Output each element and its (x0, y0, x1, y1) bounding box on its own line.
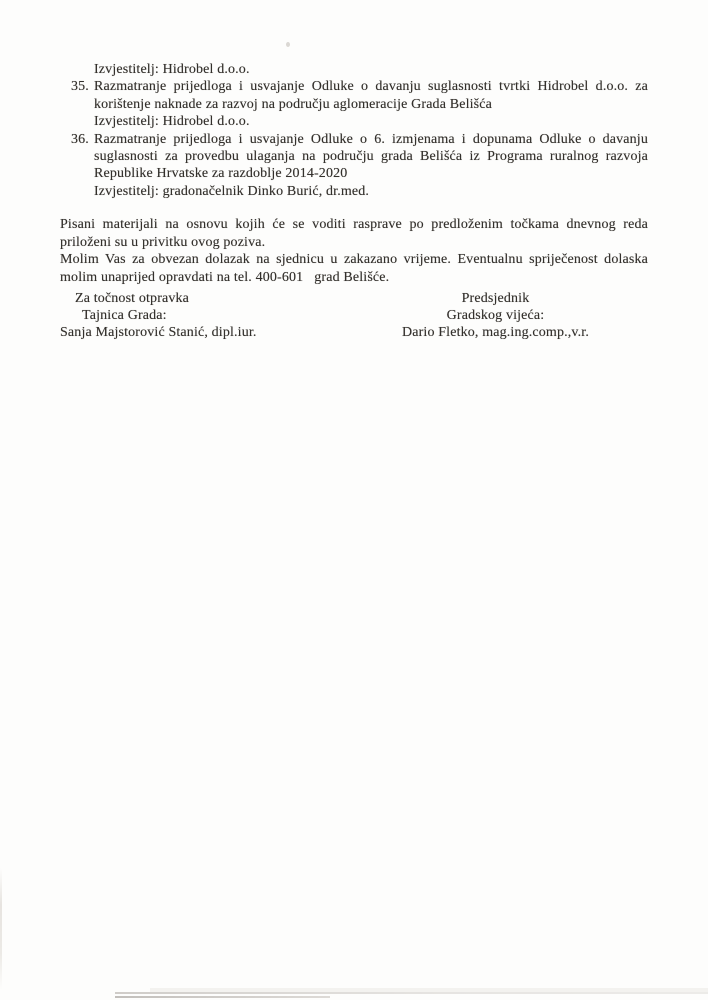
signature-right-name: Dario Fletko, mag.ing.comp.,v.r. (401, 325, 590, 341)
agenda-item-number: 35. (71, 79, 89, 95)
signature-right-role: Predsjednik (461, 291, 530, 306)
signature-right-title: Gradskog vijeća: (446, 308, 545, 324)
attendance-note-paragraph: Molim Vas za obvezan dolazak na sjednicu u zakazano vrijeme. Eventualnu spriječenost dolaska molim unaprijed opravdati na tel. 400-601 grad Belišće. (60, 252, 652, 285)
scan-bottom-line-dark-artifact (115, 996, 330, 998)
agenda-reporter-line: Izvjestitelj: Hidrobel d.o.o. (94, 62, 250, 77)
agenda-item-35 (60, 78, 648, 130)
signature-left (60, 290, 270, 342)
scan-speck-artifact (286, 42, 290, 47)
agenda-item-reporter: Izvjestitelj: gradonačelnik Dinko Burić, dr.med. (94, 183, 370, 199)
scan-left-edge-artifact (0, 868, 2, 990)
agenda-item-36 (60, 131, 648, 201)
agenda-item-text: Razmatranje prijedloga i usvajanje Odluke o 6. izmjenama i dopunama Odluke o davanju suglasnosti za provedbu ulaganja na području grada Belišća iz Programa ruralnog razvoja Republike Hrvatske za razdoblje 2014-2020 (94, 131, 648, 182)
materials-note-paragraph: Pisani materijali na osnovu kojih će se voditi rasprave po predloženim točkama dnevnog reda priloženi su u privitku ovog poziva. (60, 217, 652, 250)
signature-right (393, 290, 598, 342)
signature-left-name: Sanja Majstorović Stanić, dipl.iur. (60, 325, 257, 341)
agenda-item-reporter: Izvjestitelj: Hidrobel d.o.o. (94, 114, 250, 130)
agenda-item-text: Razmatranje prijedloga i usvajanje Odluke o davanju suglasnosti tvrtki Hidrobel d.o.o. za korištenje naknade za razvoj na području aglomeracije Grada Belišća (94, 79, 648, 112)
scan-bottom-line-artifact (115, 992, 708, 994)
notes-section (60, 216, 652, 286)
agenda-item-number: 36. (71, 131, 89, 147)
signature-left-role: Za točnost otpravka (75, 291, 190, 306)
signature-left-title: Tajnica Grada: (82, 308, 167, 324)
agenda-section (60, 61, 648, 200)
